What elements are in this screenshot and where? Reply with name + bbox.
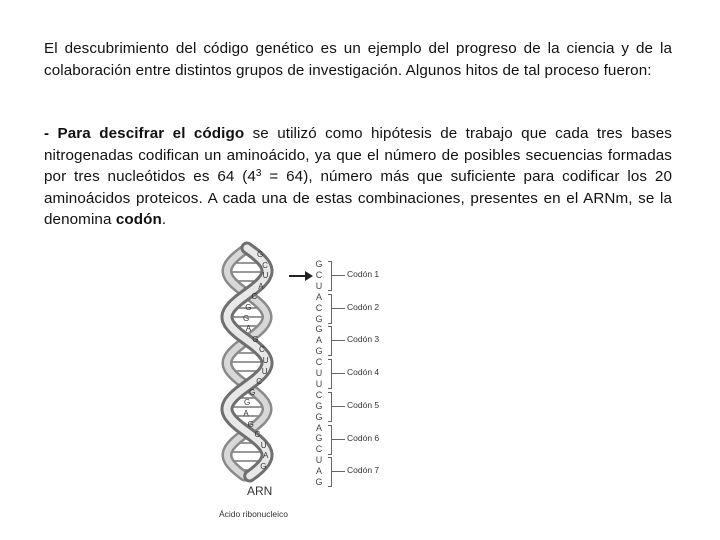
codon-bracket bbox=[328, 359, 332, 389]
rna-base: G bbox=[315, 313, 323, 324]
codon-label: Codón 5 bbox=[347, 399, 380, 410]
rna-base: C bbox=[315, 389, 323, 400]
arn-label: ARN bbox=[247, 484, 273, 498]
helix-base-label: A bbox=[243, 409, 249, 418]
helix-base-label: U bbox=[260, 440, 267, 450]
decipher-text-1: se utilizó como hipótesis de trabajo que cada tres bases nitrogenadas codifican un aminoácido, ya que el número de posibles secuencias formadas por tres nucleótidos es 64 (4 bbox=[44, 125, 672, 185]
codon-label: Codón 3 bbox=[347, 334, 380, 345]
helix-base-label: C bbox=[254, 430, 261, 440]
codon-label: Codón 1 bbox=[347, 269, 380, 279]
decipher-lead: - Para descifrar el código bbox=[44, 125, 245, 142]
helix-base-label: C bbox=[251, 292, 258, 302]
decipher-end: . bbox=[161, 211, 167, 228]
codon-connector bbox=[332, 275, 345, 276]
figure-caption: Ácido ribonucleico bbox=[219, 509, 288, 519]
rna-base: C bbox=[315, 302, 323, 313]
rna-base: U bbox=[315, 378, 323, 389]
helix-base-label: C bbox=[259, 345, 265, 355]
codon-bracket bbox=[328, 425, 332, 455]
codon-connector bbox=[332, 373, 345, 374]
rna-base: C bbox=[315, 269, 323, 280]
rna-helix-figure bbox=[205, 238, 425, 528]
codon-bracket bbox=[328, 326, 332, 356]
intro-paragraph: El descubrimiento del código genético es un ejemplo del progreso de la ciencia y de la colaboración entre distintos grupos de investigación. Algunos hitos de tal proceso fueron: bbox=[44, 40, 672, 79]
helix-base-label: G bbox=[245, 303, 252, 312]
rna-base: U bbox=[315, 455, 323, 466]
codon-label: Codón 2 bbox=[347, 301, 380, 312]
helix-base-label: G bbox=[252, 334, 259, 344]
rna-base: G bbox=[315, 433, 323, 444]
rna-base: A bbox=[315, 422, 322, 433]
helix-base-label: U bbox=[261, 366, 268, 376]
codon-bracket bbox=[328, 392, 332, 422]
rna-base: A bbox=[315, 291, 322, 302]
rna-base: C bbox=[315, 357, 323, 368]
helix-base-label: G bbox=[249, 387, 256, 397]
helix-base-label: G bbox=[260, 462, 267, 471]
helix-base-label: A bbox=[263, 451, 269, 461]
rna-base: A bbox=[315, 335, 322, 346]
helix-base-label: U bbox=[262, 271, 269, 281]
helix-base-label: G bbox=[244, 398, 251, 408]
codon-connector bbox=[332, 406, 345, 407]
codon-label: Codón 6 bbox=[347, 432, 380, 443]
exponent: 3 bbox=[255, 168, 262, 179]
codon-connector bbox=[332, 308, 345, 309]
codon-connector bbox=[332, 471, 345, 472]
rna-base: G bbox=[315, 411, 323, 422]
rna-base: G bbox=[315, 324, 323, 335]
rna-base: G bbox=[315, 400, 323, 411]
helix-base-label: A bbox=[258, 281, 264, 291]
codon-label: Codón 7 bbox=[347, 465, 380, 476]
rna-base: A bbox=[315, 466, 322, 477]
codon-connector bbox=[332, 340, 345, 341]
rna-base: C bbox=[315, 444, 323, 455]
helix-base-label: G bbox=[247, 419, 254, 429]
rna-base: U bbox=[315, 280, 323, 291]
helix-base-label: C bbox=[256, 377, 262, 387]
helix-base-label: G bbox=[243, 313, 250, 323]
rna-base: G bbox=[315, 259, 323, 269]
rna-base: G bbox=[315, 346, 323, 357]
helix-base-label: G bbox=[257, 250, 264, 259]
codon-bracket bbox=[328, 457, 332, 487]
codon-label: Codón 4 bbox=[347, 367, 380, 378]
helix-base-label: C bbox=[262, 260, 268, 270]
helix-base-label: U bbox=[262, 356, 269, 365]
helix-base-label: A bbox=[245, 324, 252, 334]
rna-base: G bbox=[315, 477, 323, 487]
codon-bracket bbox=[328, 261, 332, 291]
codon-bracket bbox=[328, 294, 332, 324]
arrow-icon bbox=[289, 271, 313, 281]
codon-term: codón bbox=[115, 211, 162, 228]
decipher-paragraph bbox=[44, 123, 672, 231]
decipher-text-2: = 64), número más que suficiente para codificar los 20 aminoácidos proteicos. A cada una de estas combinaciones, presentes en el ARNm, se la denomina bbox=[44, 168, 672, 228]
rna-base: U bbox=[315, 368, 323, 378]
codon-connector bbox=[332, 439, 345, 440]
